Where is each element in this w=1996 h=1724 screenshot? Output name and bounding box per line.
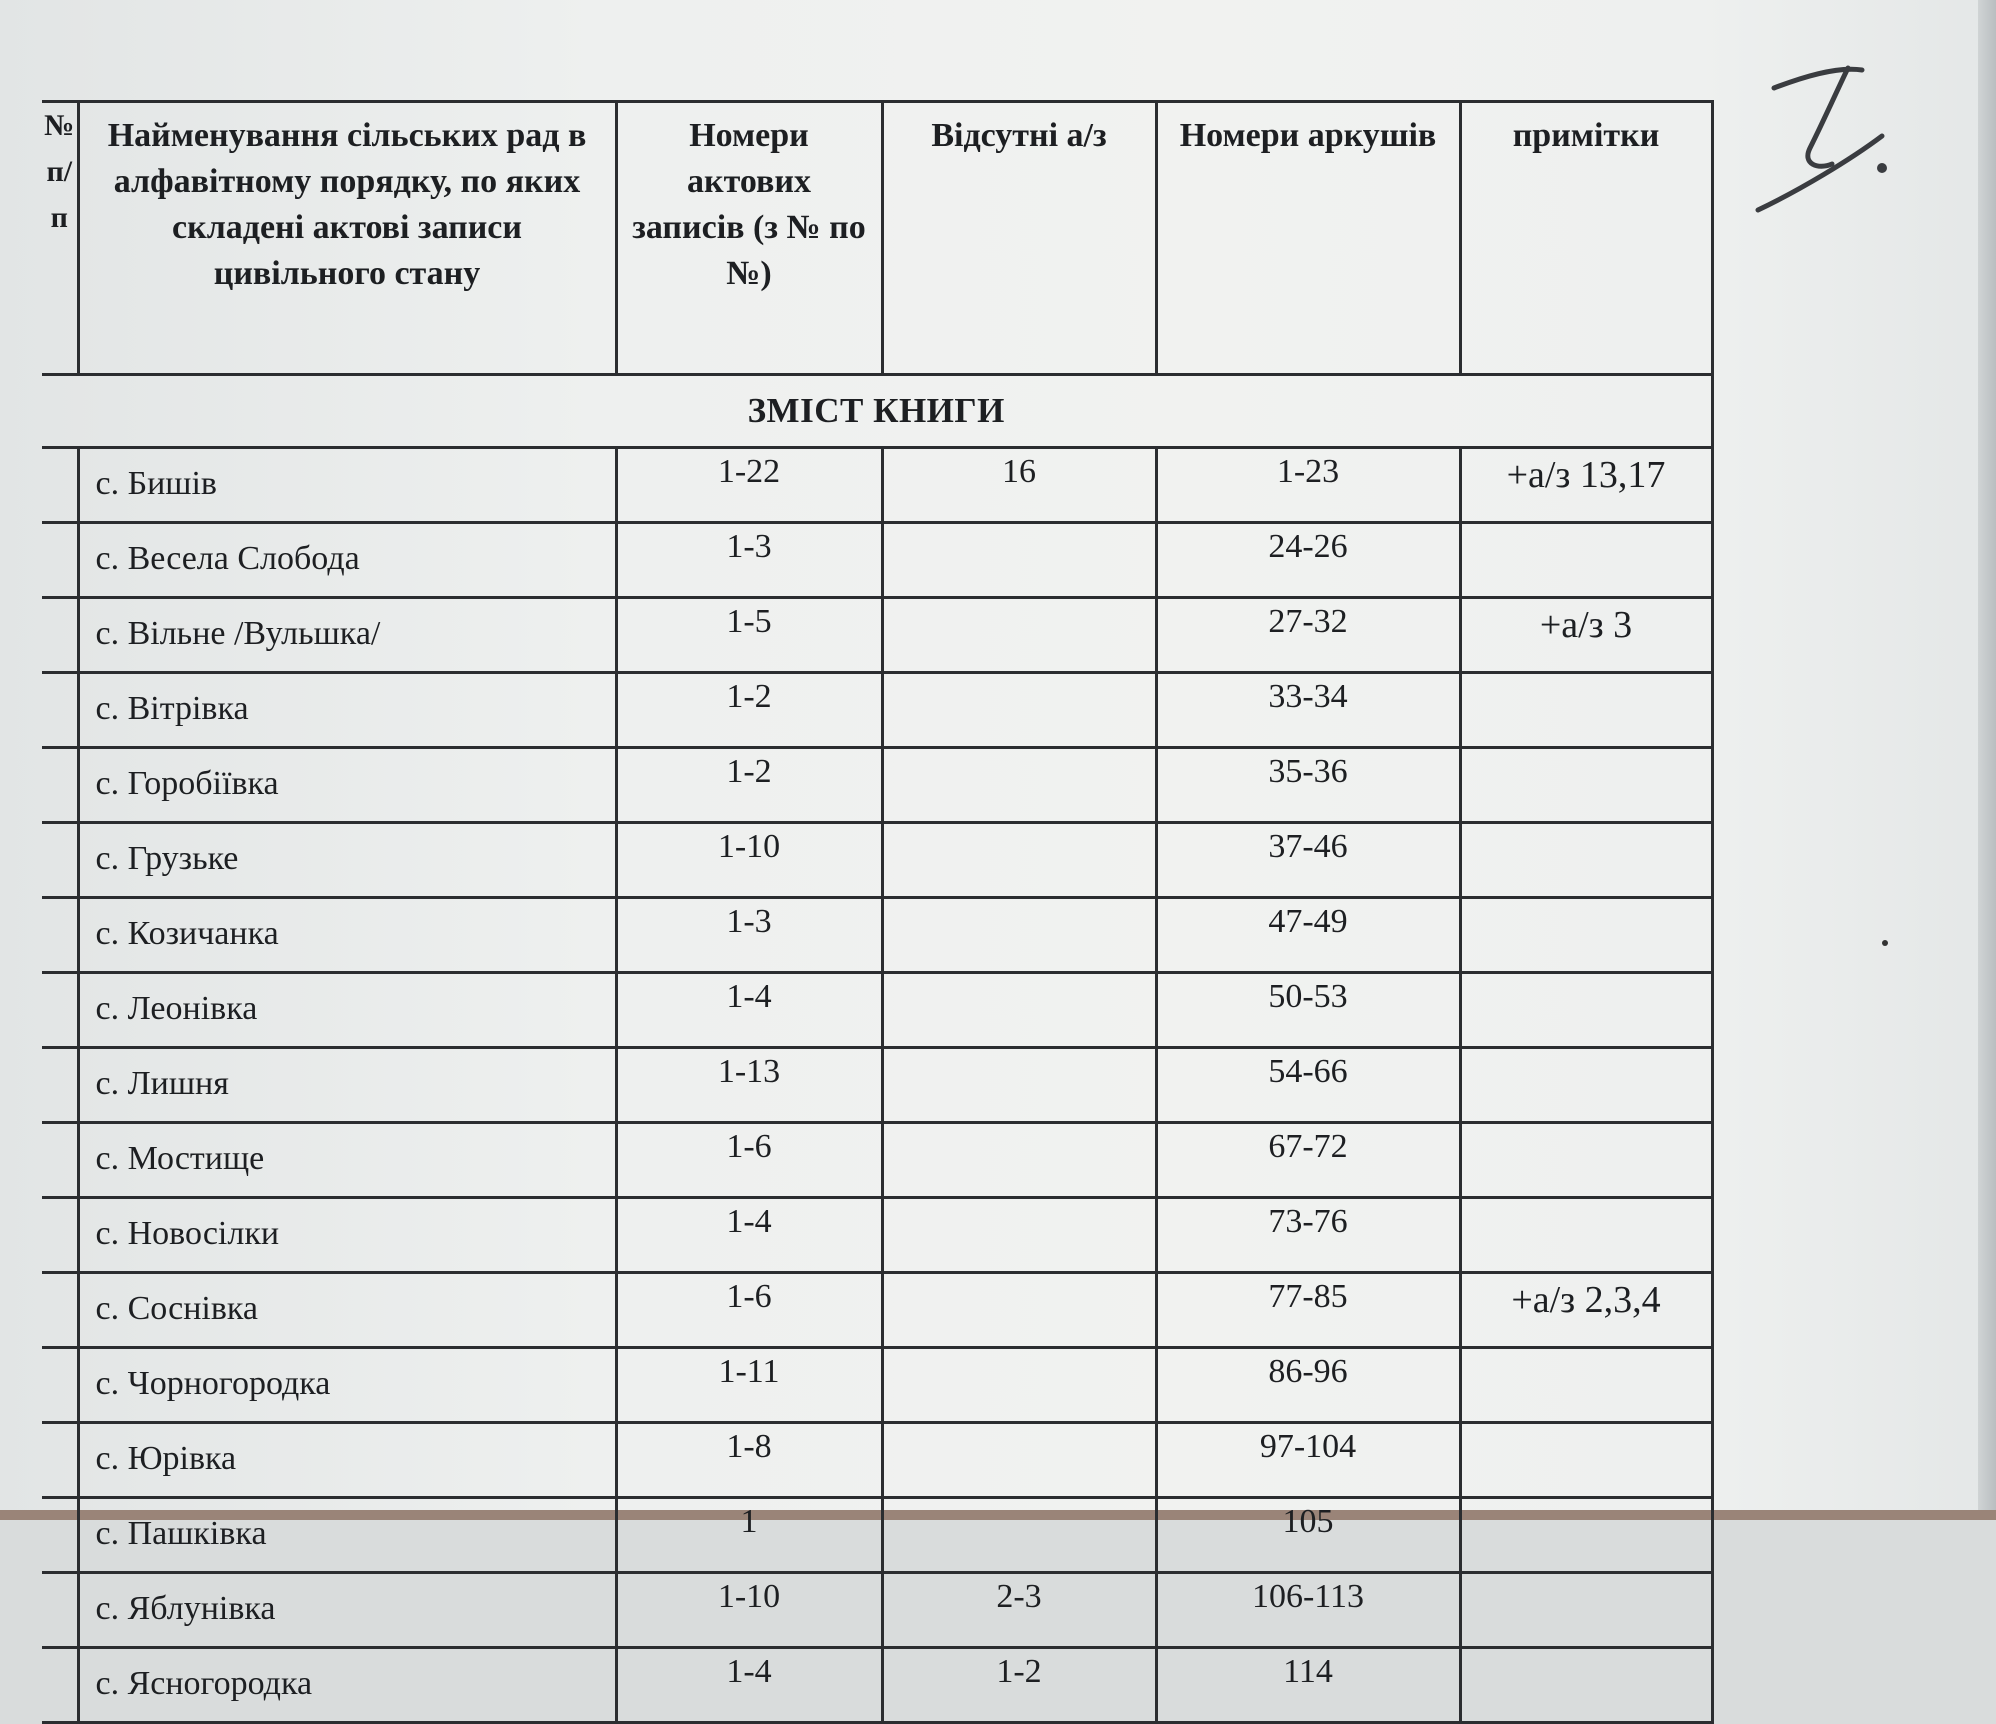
missing-cell [882, 1048, 1156, 1123]
sheets-cell: 54-66 [1156, 1048, 1460, 1123]
missing-cell [882, 523, 1156, 598]
table-row [42, 1423, 1712, 1498]
missing-cell [882, 748, 1156, 823]
missing-cell: 1-2 [882, 1648, 1156, 1723]
records-cell: 1-3 [616, 898, 882, 973]
notes-cell [1460, 1498, 1712, 1573]
records-cell: 1-10 [616, 823, 882, 898]
village-name-cell: с. Соснівка [78, 1273, 616, 1348]
table-title: ЗМІСТ КНИГИ [42, 375, 1712, 448]
sheets-cell: 24-26 [1156, 523, 1460, 598]
village-name-cell: с. Козичанка [78, 898, 616, 973]
records-cell: 1-3 [616, 523, 882, 598]
row-number-cell [42, 1123, 78, 1198]
table-row [42, 1573, 1712, 1648]
row-number-cell [42, 1648, 78, 1723]
header-name: Найменування сільських рад в алфавітному порядку, по яких складені актові записи цивільного стану [78, 102, 616, 375]
sheets-cell: 1-23 [1156, 448, 1460, 523]
records-cell: 1-6 [616, 1123, 882, 1198]
missing-cell [882, 598, 1156, 673]
missing-cell [882, 1123, 1156, 1198]
missing-cell [882, 1198, 1156, 1273]
sheets-cell: 27-32 [1156, 598, 1460, 673]
header-sheets: Номери аркушів [1156, 102, 1460, 375]
village-name-cell: с. Юрівка [78, 1423, 616, 1498]
table-row [42, 523, 1712, 598]
row-number-cell [42, 673, 78, 748]
village-name-cell: с. Вітрівка [78, 673, 616, 748]
missing-cell [882, 823, 1156, 898]
row-number-cell [42, 1498, 78, 1573]
row-number-cell [42, 823, 78, 898]
table-row [42, 673, 1712, 748]
table-row [42, 1348, 1712, 1423]
header-missing: Відсутні а/з [882, 102, 1156, 375]
sheets-cell: 114 [1156, 1648, 1460, 1723]
village-name-cell: с. Леонівка [78, 973, 616, 1048]
sheets-cell: 77-85 [1156, 1273, 1460, 1348]
row-number-cell [42, 1273, 78, 1348]
sheets-cell: 105 [1156, 1498, 1460, 1573]
table-row [42, 1048, 1712, 1123]
records-cell: 1-4 [616, 1198, 882, 1273]
sheets-cell: 33-34 [1156, 673, 1460, 748]
header-number: № п/п [42, 102, 78, 375]
table-row [42, 1273, 1712, 1348]
sheets-cell: 67-72 [1156, 1123, 1460, 1198]
notes-cell [1460, 823, 1712, 898]
table-row [42, 1648, 1712, 1723]
records-cell: 1-10 [616, 1573, 882, 1648]
ink-dot [1882, 940, 1888, 946]
sheets-cell: 35-36 [1156, 748, 1460, 823]
row-number-cell [42, 1573, 78, 1648]
table-row [42, 448, 1712, 523]
missing-cell [882, 1498, 1156, 1573]
notes-cell [1460, 1423, 1712, 1498]
row-number-cell [42, 748, 78, 823]
table-row [42, 973, 1712, 1048]
village-name-cell: с. Лишня [78, 1048, 616, 1123]
records-cell: 1 [616, 1498, 882, 1573]
row-number-cell [42, 1348, 78, 1423]
header-notes: примітки [1460, 102, 1712, 375]
row-number-cell [42, 1048, 78, 1123]
records-cell: 1-4 [616, 973, 882, 1048]
village-name-cell: с. Бишів [78, 448, 616, 523]
village-name-cell: с. Новосілки [78, 1198, 616, 1273]
notes-cell [1460, 1573, 1712, 1648]
sheets-cell: 97-104 [1156, 1423, 1460, 1498]
row-number-cell [42, 898, 78, 973]
handwritten-page-number [1740, 40, 1900, 220]
records-cell: 1-22 [616, 448, 882, 523]
notes-cell [1460, 973, 1712, 1048]
notes-cell: +а/з 3 [1460, 598, 1712, 673]
records-cell: 1-8 [616, 1423, 882, 1498]
row-number-cell [42, 1198, 78, 1273]
row-number-cell [42, 1423, 78, 1498]
notes-cell: +а/з 13,17 [1460, 448, 1712, 523]
records-cell: 1-4 [616, 1648, 882, 1723]
sheets-cell: 86-96 [1156, 1348, 1460, 1423]
table-row [42, 898, 1712, 973]
notes-cell [1460, 1348, 1712, 1423]
table-row [42, 1498, 1712, 1573]
table-row [42, 1198, 1712, 1273]
village-name-cell: с. Чорногородка [78, 1348, 616, 1423]
row-number-cell [42, 973, 78, 1048]
missing-cell [882, 1423, 1156, 1498]
row-number-cell [42, 598, 78, 673]
village-name-cell: с. Пашківка [78, 1498, 616, 1573]
village-name-cell: с. Ясногородка [78, 1648, 616, 1723]
table-row [42, 1123, 1712, 1198]
missing-cell [882, 973, 1156, 1048]
sheets-cell: 37-46 [1156, 823, 1460, 898]
missing-cell [882, 673, 1156, 748]
village-name-cell: с. Горобіївка [78, 748, 616, 823]
table-title-row [42, 375, 1712, 448]
table-row [42, 748, 1712, 823]
records-cell: 1-11 [616, 1348, 882, 1423]
notes-cell [1460, 898, 1712, 973]
notes-cell [1460, 1198, 1712, 1273]
village-name-cell: с. Весела Слобода [78, 523, 616, 598]
table-row [42, 823, 1712, 898]
missing-cell: 16 [882, 448, 1156, 523]
sheets-cell: 47-49 [1156, 898, 1460, 973]
village-name-cell: с. Мостище [78, 1123, 616, 1198]
row-number-cell [42, 448, 78, 523]
sheets-cell: 73-76 [1156, 1198, 1460, 1273]
missing-cell [882, 1273, 1156, 1348]
village-name-cell: с. Грузьке [78, 823, 616, 898]
table-header-row [42, 102, 1712, 375]
table-row [42, 598, 1712, 673]
records-cell: 1-5 [616, 598, 882, 673]
notes-cell [1460, 1123, 1712, 1198]
notes-cell: +а/з 2,3,4 [1460, 1273, 1712, 1348]
notes-cell [1460, 1048, 1712, 1123]
missing-cell [882, 1348, 1156, 1423]
village-name-cell: с. Вільне /Вульшка/ [78, 598, 616, 673]
records-cell: 1-2 [616, 673, 882, 748]
records-cell: 1-2 [616, 748, 882, 823]
village-name-cell: с. Яблунівка [78, 1573, 616, 1648]
missing-cell: 2-3 [882, 1573, 1156, 1648]
contents-table [42, 100, 1714, 1724]
sheets-cell: 106-113 [1156, 1573, 1460, 1648]
records-cell: 1-6 [616, 1273, 882, 1348]
row-number-cell [42, 523, 78, 598]
notes-cell [1460, 748, 1712, 823]
notes-cell [1460, 1648, 1712, 1723]
notes-cell [1460, 523, 1712, 598]
records-cell: 1-13 [616, 1048, 882, 1123]
sheets-cell: 50-53 [1156, 973, 1460, 1048]
page-edge [1978, 0, 1996, 1520]
missing-cell [882, 898, 1156, 973]
header-records: Номери актових записів (з № по №) [616, 102, 882, 375]
notes-cell [1460, 673, 1712, 748]
